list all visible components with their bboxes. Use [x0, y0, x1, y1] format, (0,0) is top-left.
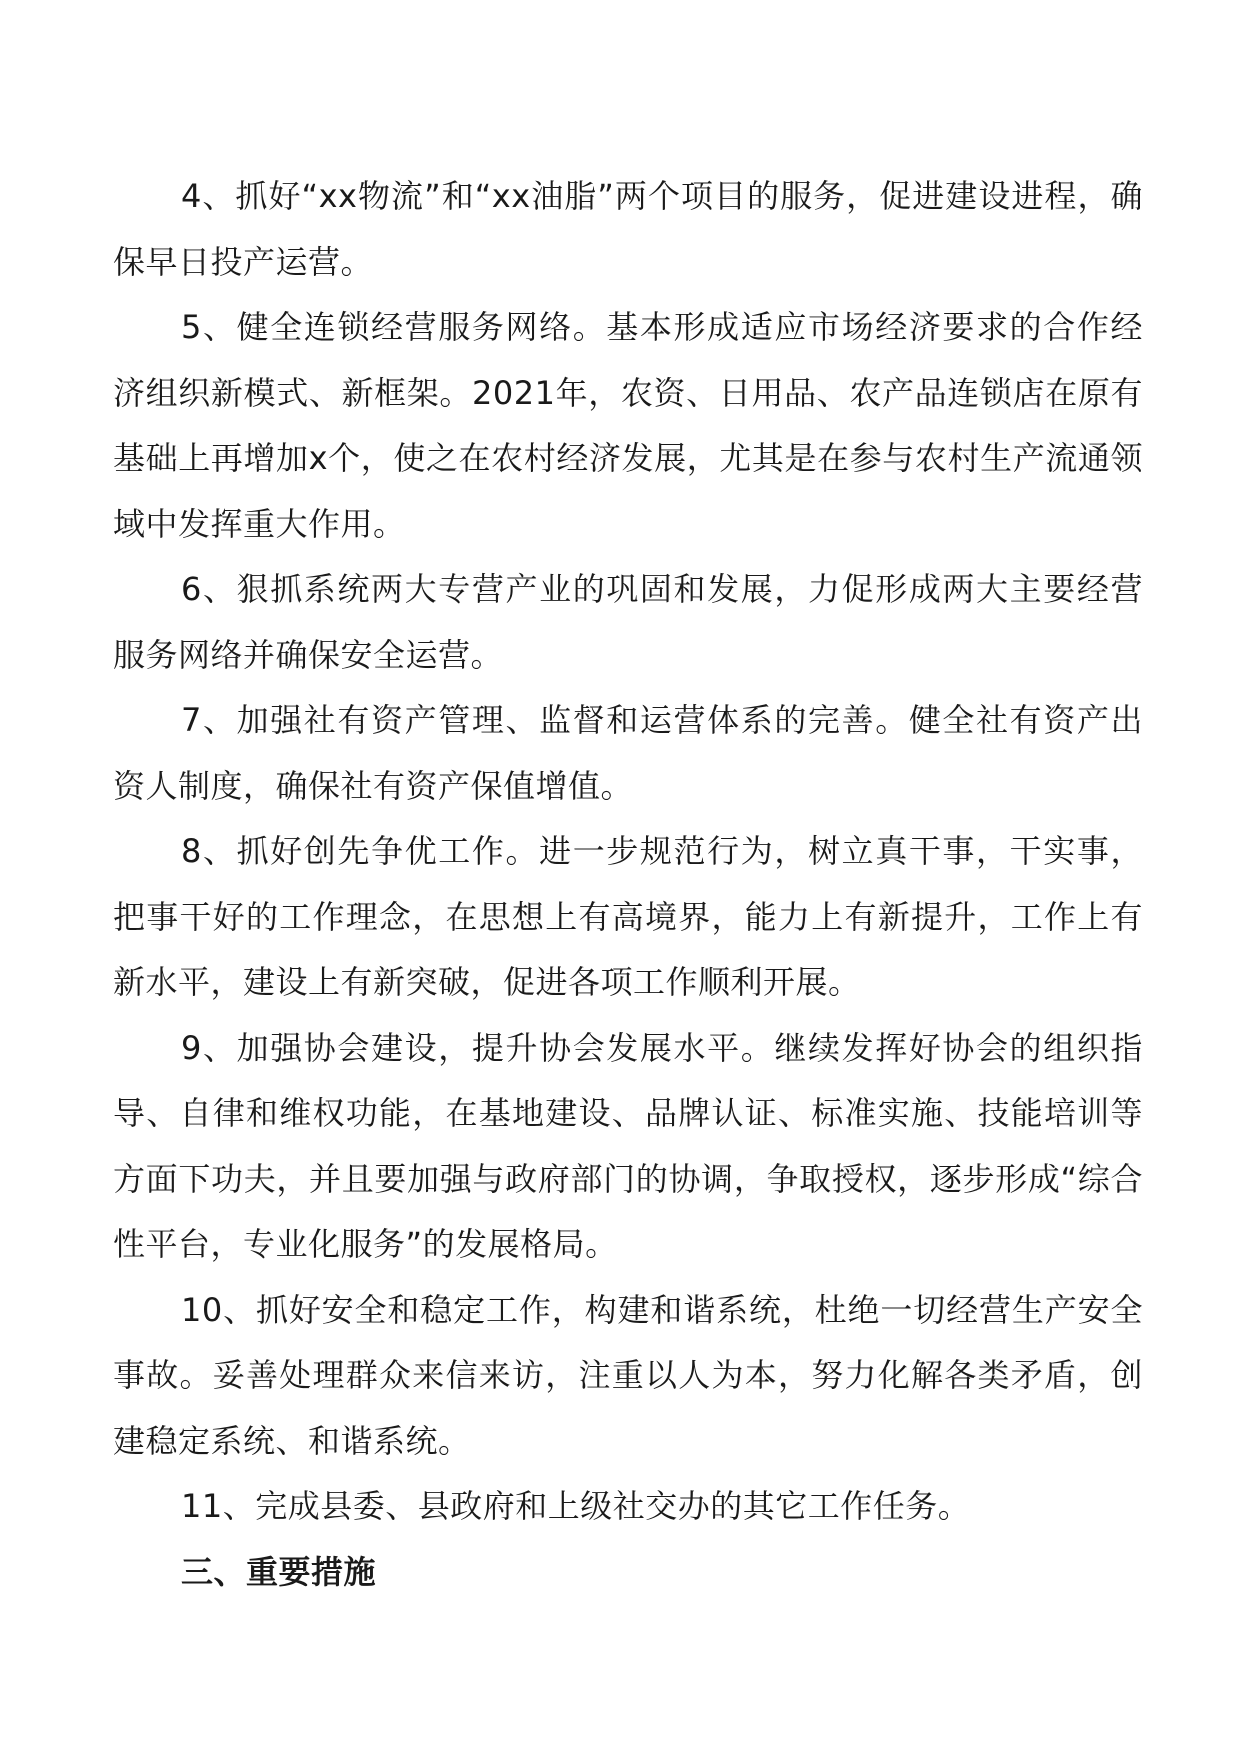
paragraph-item-10: 10、抓好安全和稳定工作，构建和谐系统，杜绝一切经营生产安全事故。妥善处理群众来信来访，注重以人为本，努力化解各类矛盾，创建稳定系统、和谐系统。 — [113, 1290, 1143, 1460]
section-heading: 三、重要措施 — [181, 1552, 377, 1591]
paragraph-item-4: 4、抓好“xx物流”和“xx油脂”两个项目的服务，促进建设进程，确保早日投产运营。 — [113, 177, 1143, 281]
paragraph-item-9: 9、加强协会建设，提升协会发展水平。继续发挥好协会的组织指导、自律和维权功能，在基地建设、品牌认证、标准实施、技能培训等方面下功夫，并且要加强与政府部门的协调，争取授权，逐步形成“综合性平台，专业化服务”的发展格局。 — [113, 1028, 1143, 1263]
paragraph-item-11: 11、完成县委、县政府和上级社交办的其它工作任务。 — [181, 1487, 971, 1525]
paragraph-item-5: 5、健全连锁经营服务网络。基本形成适应市场经济要求的合作经济组织新模式、新框架。2021年，农资、日用品、农产品连锁店在原有基础上再增加x个，使之在农村经济发展，尤其是在参与农村生产流通领域中发挥重大作用。 — [113, 308, 1143, 543]
paragraph-item-6: 6、狠抓系统两大专营产业的巩固和发展，力促形成两大主要经营服务网络并确保安全运营。 — [113, 570, 1143, 674]
paragraph-item-7: 7、加强社有资产管理、监督和运营体系的完善。健全社有资产出资人制度，确保社有资产保值增值。 — [113, 701, 1143, 805]
document-body — [113, 164, 1143, 1605]
paragraph-item-8: 8、抓好创先争优工作。进一步规范行为，树立真干事，干实事，把事干好的工作理念，在思想上有高境界，能力上有新提升，工作上有新水平，建设上有新突破，促进各项工作顺利开展。 — [113, 832, 1143, 1001]
